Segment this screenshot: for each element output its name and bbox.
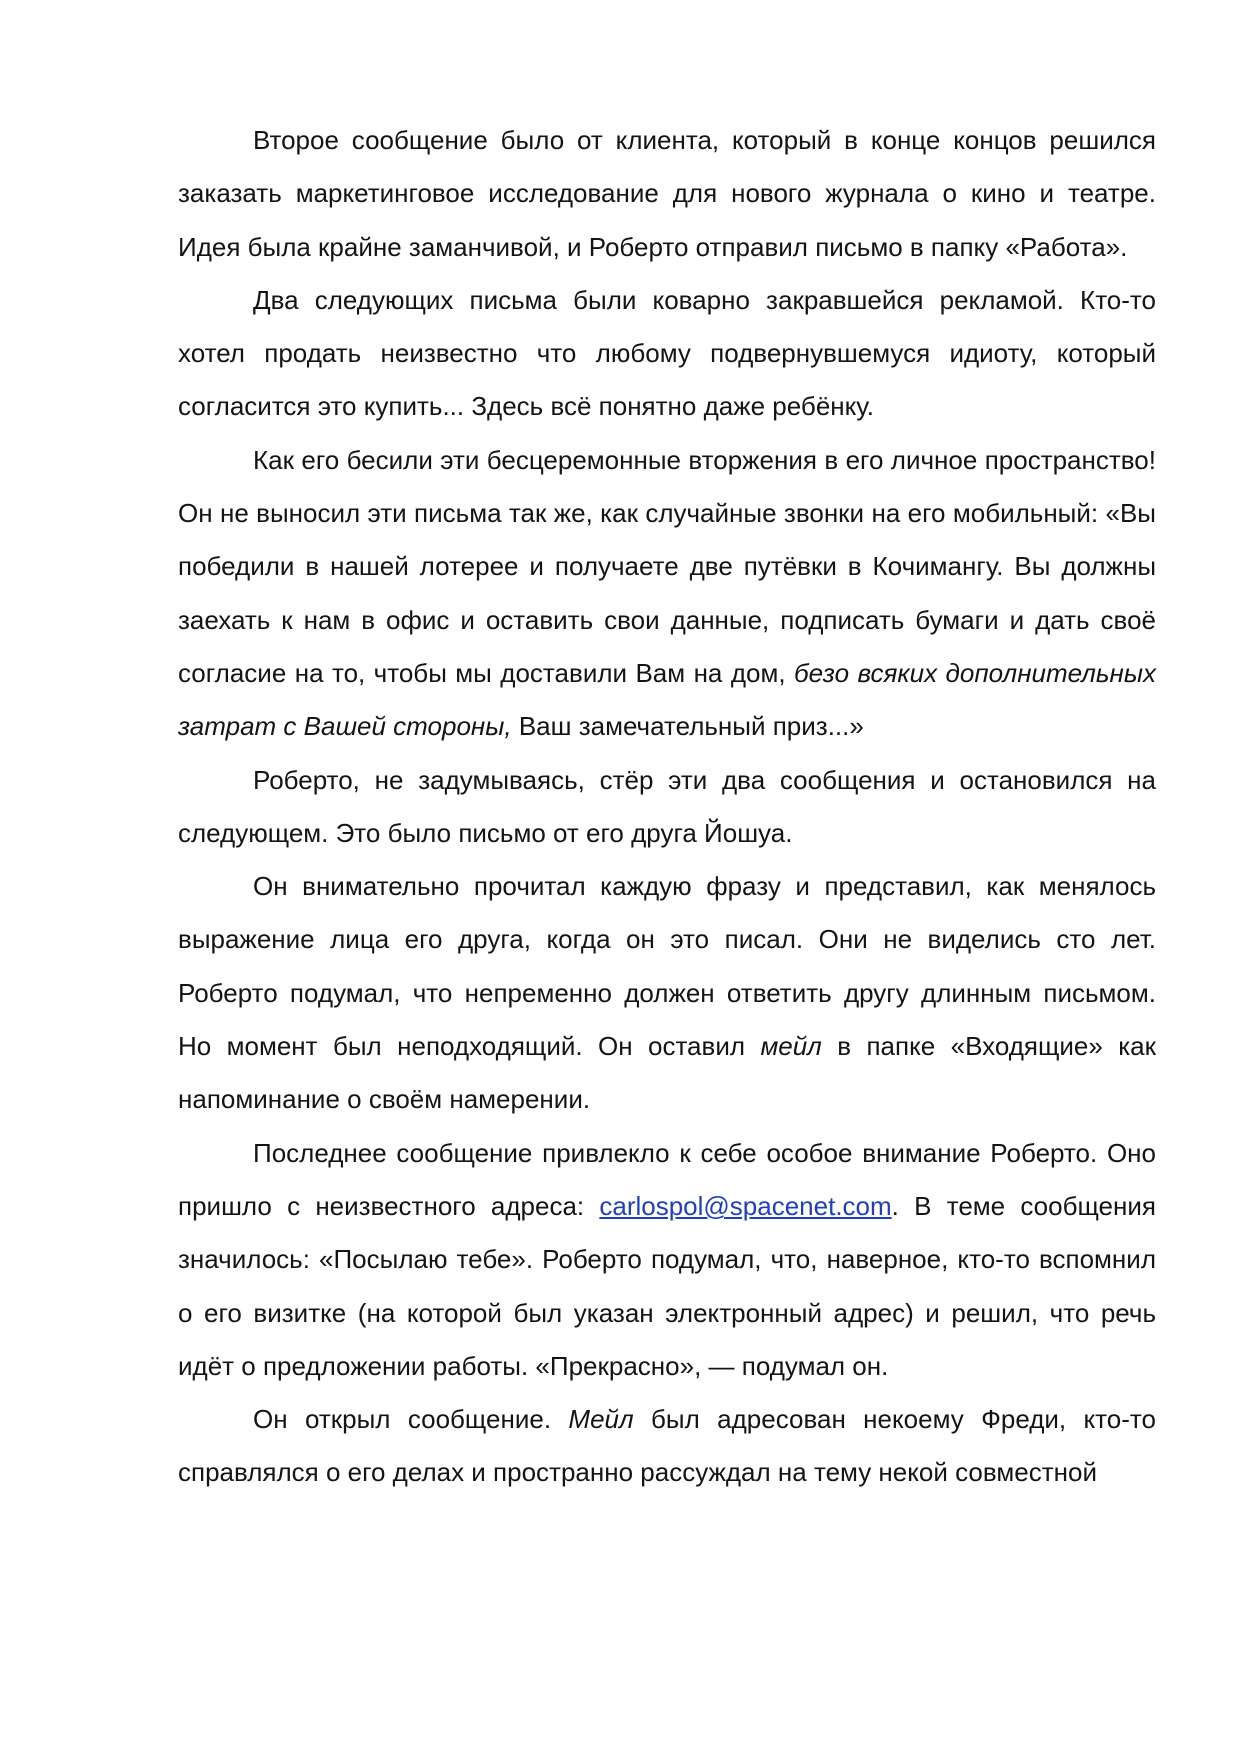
paragraph [178,114,1156,274]
paragraph-text: Второе сообщение было от клиента, который в конце концов решился заказать маркетинговое исследование для нового журнала о кино и театре. Идея была крайне заманчивой, и Роберто отправил письмо в папку «Работа». [178,125,1156,262]
italic-text: Мейл [568,1404,634,1435]
paragraph-text: . В теме сообщения значилось: «Посылаю тебе». Роберто подумал, что, наверное, кто-то вспомнил о его визитке (на которой был указан электронный адрес) и решил, что речь идёт о предложении работы. «Прекрасно», — подумал он. [178,1190,1156,1381]
paragraph-text: был адресован некоему Фреди, кто-то справлялся о его делах и пространно рассуждал на тему некой совместной [178,1404,1156,1488]
paragraph [178,274,1156,434]
paragraph-text: Как его бесили эти бесцеремонные вторжения в его личное пространство! Он не выносил эти письма так же, как случайные звонки на его мобильный: «Вы победили в нашей лотерее и получаете две путёвки в Кочимангу. Вы должны заехать к нам в офис и оставить свои данные, подписать бумаги и дать своё согласие на то, чтобы мы доставили Вам на дом, [178,444,1156,688]
paragraph-text: Он открыл сообщение. [253,1404,569,1435]
paragraph [178,434,1156,754]
paragraph [178,754,1156,861]
paragraph-text: Последнее сообщение привлекло к себе особое внимание Роберто. Оно пришло с неизвестного адреса: [178,1137,1156,1221]
paragraph-text: в папке «Входящие» как напоминание о своём намерении. [178,1031,1156,1115]
paragraph [178,1393,1156,1500]
paragraph-text: Ваш замечательный приз...» [511,711,864,742]
italic-text: мейл [760,1031,822,1062]
paragraph [178,1127,1156,1393]
paragraph-text: Роберто, не задумываясь, стёр эти два сообщения и остановился на следующем. Это было письмо от его друга Йошуа. [178,764,1156,848]
paragraph [178,860,1156,1126]
paragraph-text: Два следующих письма были коварно закравшейся рекламой. Кто-то хотел продать неизвестно что любому подвернувшемуся идиоту, который согласится это купить... Здесь всё понятно даже ребёнку. [178,284,1156,422]
italic-text: безо всяких дополнительных затрат с Вашей стороны, [178,657,1157,742]
email-link[interactable]: carlospol@spacenet.com [599,1190,892,1221]
document-page [178,114,1156,1500]
paragraph-text: Он внимательно прочитал каждую фразу и представил, как менялось выражение лица его друга, когда он это писал. Они не виделись сто лет. Роберто подумал, что непременно должен ответить другу длинным письмом. Но момент был неподходящий. Он оставил [178,871,1156,1062]
